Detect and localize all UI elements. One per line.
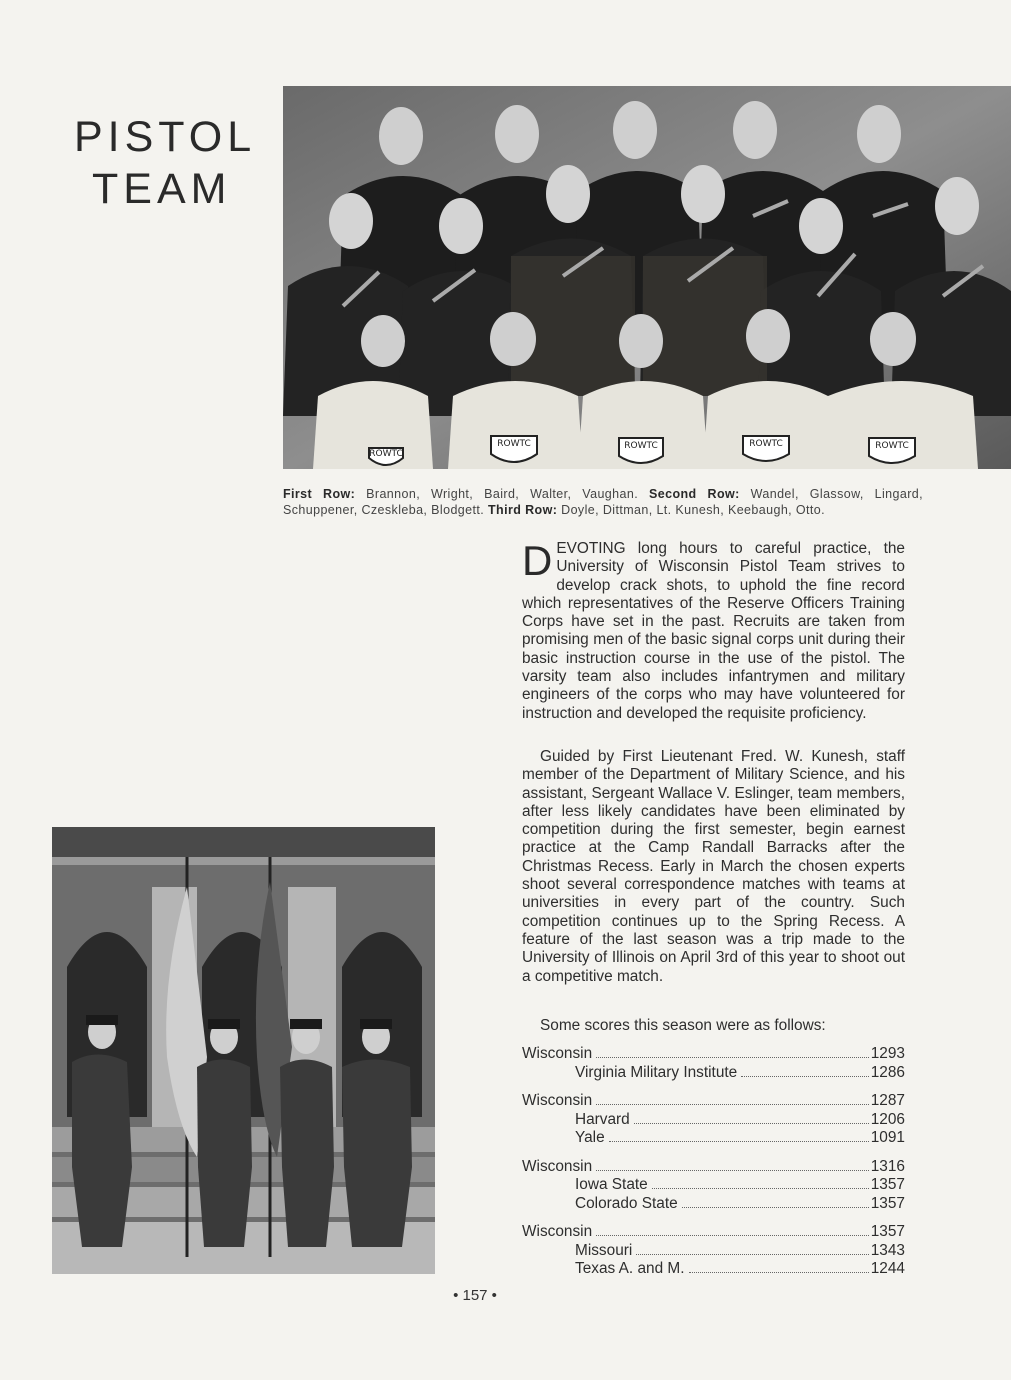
color-guard-photo (52, 827, 435, 1274)
opponent-score-row (522, 1260, 905, 1279)
caption-first-row-names: Brannon, Wright, Baird, Walter, Vaughan. (366, 487, 639, 501)
opponent-score-row (522, 1129, 905, 1148)
team-score: 1206 (870, 1110, 905, 1128)
team-name: Harvard (575, 1110, 630, 1128)
dot-leader (634, 1123, 869, 1124)
team-name: Wisconsin (522, 1223, 593, 1240)
title-line-1: PISTOL (74, 112, 257, 161)
body-paragraph-1 (522, 537, 905, 723)
color-guard-illustration (52, 827, 435, 1274)
caption-second-row-names: Wandel, Glassow, Lingard, Schuppener, Czeskleba, Blodgett. (283, 487, 924, 517)
dot-leader (652, 1188, 869, 1189)
team-score: 1357 (870, 1223, 905, 1240)
team-score: 1343 (870, 1241, 905, 1259)
photo-caption (283, 486, 923, 518)
sweater-label-2: ROWTC (497, 439, 531, 449)
title-line-2: TEAM (92, 164, 232, 213)
home-score-row (522, 1092, 905, 1111)
team-name: Yale (575, 1129, 605, 1146)
team-photo (283, 86, 1011, 469)
dot-leader (636, 1254, 868, 1255)
team-name: Texas A. and M. (575, 1260, 685, 1277)
sweater-label-1: ROWTC (369, 449, 403, 459)
team-name: Iowa State (575, 1176, 648, 1193)
opponent-score-row (522, 1176, 905, 1195)
team-score: 1293 (870, 1045, 905, 1062)
score-group (522, 1158, 905, 1214)
opponent-score-row (522, 1064, 905, 1083)
dot-leader (596, 1104, 869, 1105)
score-group (522, 1223, 905, 1279)
team-name: Colorado State (575, 1194, 678, 1212)
team-score: 1357 (870, 1194, 905, 1212)
opponent-score-row (522, 1195, 905, 1214)
caption-second-row-label: Second Row: (649, 487, 740, 501)
dot-leader (596, 1170, 869, 1171)
sweater-label-4: ROWTC (749, 439, 783, 449)
team-score: 1357 (870, 1176, 905, 1193)
page-title (74, 111, 274, 215)
sweater-label-3: ROWTC (624, 441, 658, 451)
sweater-label-5: ROWTC (875, 441, 909, 451)
dot-leader (596, 1235, 869, 1236)
team-score: 1316 (870, 1157, 905, 1175)
body-paragraph-2: Guided by First Lieutenant Fred. W. Kunesh, staff member of the Department of Military Science, and his assistant, Sergeant Wallace V. Eslinger, team members, after less likely candidates have been eliminated by competition during the first semester, begin earnest practice at the Camp Randall Barracks after the Christmas Recess. Early in March the chosen experts shoot several correspondence matches with teams at universities in every part of the country. Such competition continues up to the Spring Recess. A feature of the last season was a trip made to the University of Illinois on April 3rd of this year to shoot out a competitive match. (522, 748, 905, 985)
team-name: Wisconsin (522, 1045, 593, 1062)
caption-third-row-label: Third Row: (488, 503, 558, 517)
score-group (522, 1092, 905, 1148)
drop-cap: D (522, 537, 553, 584)
team-score: 1244 (870, 1260, 905, 1277)
home-score-row (522, 1158, 905, 1177)
scores-list (522, 1045, 905, 1289)
dot-leader (596, 1057, 869, 1058)
score-group (522, 1045, 905, 1082)
opponent-score-row (522, 1111, 905, 1130)
opponent-score-row (522, 1242, 905, 1261)
team-name: Virginia Military Institute (575, 1063, 738, 1081)
page-number: • 157 • (453, 1287, 497, 1304)
team-name: Wisconsin (522, 1157, 593, 1175)
body-paragraph-1-text: EVOTING long hours to careful practice, the University of Wisconsin Pistol Team strives to develop crack shots, to uphold the fine record which representatives of the Reserve Officers Training Corps have set in the past. Recruits are taken from promising men of the basic signal corps unit during their basic instruction course in the use of the pistol. The varsity team also includes infantrymen and military engineers of the corps who may have volunteered for instruction and developed the requisite proficiency. (522, 540, 905, 722)
dot-leader (609, 1141, 869, 1142)
home-score-row (522, 1223, 905, 1242)
dot-leader (741, 1076, 869, 1077)
team-score: 1286 (870, 1063, 905, 1081)
team-name: Missouri (575, 1241, 633, 1259)
team-name: Wisconsin (522, 1092, 593, 1109)
dot-leader (689, 1272, 869, 1273)
caption-third-row-names: Doyle, Dittman, Lt. Kunesh, Keebaugh, Otto. (561, 503, 826, 517)
home-score-row (522, 1045, 905, 1064)
team-score: 1091 (870, 1129, 905, 1146)
scores-intro: Some scores this season were as follows: (540, 1017, 826, 1034)
team-score: 1287 (870, 1092, 905, 1109)
dot-leader (682, 1207, 869, 1208)
caption-first-row-label: First Row: (283, 487, 356, 501)
team-photo-illustration (283, 86, 1011, 469)
